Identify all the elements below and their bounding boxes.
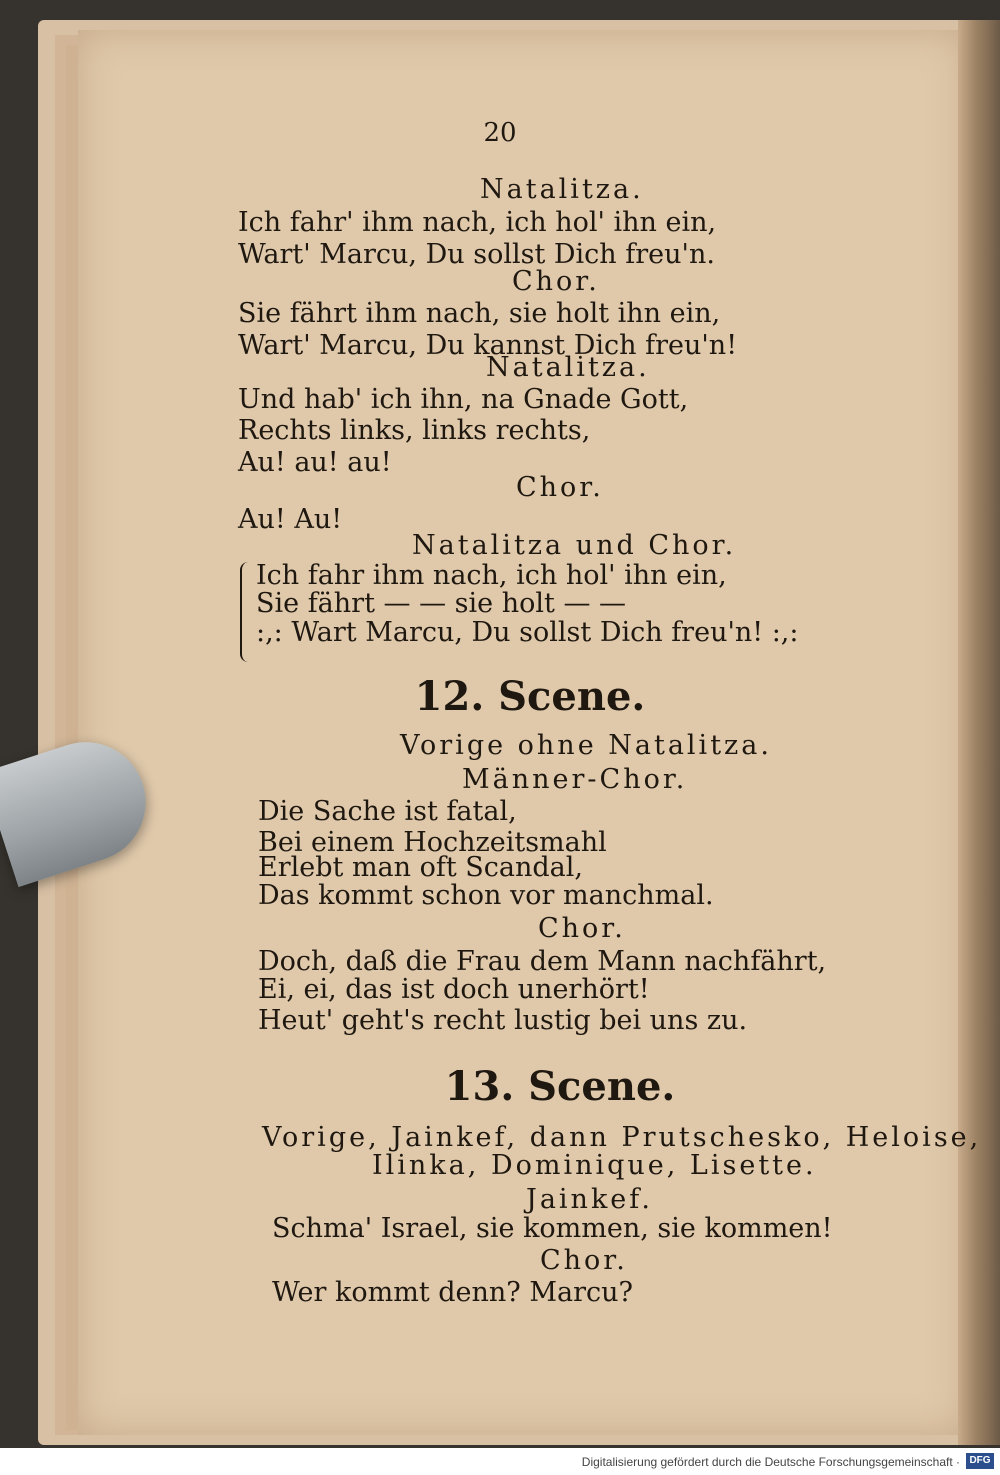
verse-line: Schma' Israel, sie kommen, sie kommen!: [272, 1213, 833, 1244]
page-number: 20: [483, 118, 517, 148]
speaker-heading: Natalitza.: [480, 174, 644, 205]
verse-line: Heut' geht's recht lustig bei uns zu.: [258, 1005, 748, 1036]
verse-line: Ich fahr' ihm nach, ich hol' ihn ein,: [238, 207, 717, 238]
speaker-heading: Chor.: [516, 472, 604, 503]
verse-brace: [240, 562, 252, 662]
verse-line: Bei einem Hochzeitsmahl: [258, 827, 607, 858]
speaker-heading: Jainkef.: [526, 1184, 653, 1215]
verse-line: Sie fährt ihm nach, sie holt ihn ein,: [238, 298, 721, 329]
verse-line: Rechts links, links rechts,: [238, 415, 591, 446]
speaker-heading: Chor.: [512, 266, 600, 297]
scene-heading: 12. Scene.: [414, 673, 646, 720]
stage-direction: Ilinka, Dominique, Lisette.: [372, 1150, 817, 1181]
verse-line: Wart' Marcu, Du kannst Dich freu'n!: [238, 330, 738, 361]
verse-line: Und hab' ich ihn, na Gnade Gott,: [238, 384, 689, 415]
stage-direction: Vorige ohne Natalitza.: [400, 730, 772, 761]
speaker-heading: Chor.: [540, 1245, 628, 1276]
dfg-logo-icon: DFG: [966, 1453, 994, 1469]
verse-line: Die Sache ist fatal,: [258, 796, 517, 827]
verse-line: Das kommt schon vor manchmal.: [258, 880, 714, 911]
verse-line: Erlebt man oft Scandal,: [258, 852, 584, 883]
verse-line: Wer kommt denn? Marcu?: [272, 1277, 634, 1308]
verse-line: Ich fahr ihm nach, ich hol' ihn ein,: [256, 560, 727, 591]
verse-line: Sie fährt — — sie holt — —: [256, 588, 627, 619]
speaker-heading: Chor.: [538, 913, 626, 944]
verse-line: Doch, daß die Frau dem Mann nachfährt,: [258, 946, 827, 977]
speaker-heading: Männer-Chor.: [462, 764, 688, 795]
verse-line: Ei, ei, das ist doch unerhört!: [258, 974, 650, 1005]
verse-line: :,: Wart Marcu, Du sollst Dich freu'n! :,:: [256, 617, 799, 648]
scene-heading: 13. Scene.: [444, 1063, 676, 1110]
speaker-heading: Natalitza.: [486, 352, 650, 383]
speaker-heading: Natalitza und Chor.: [412, 530, 737, 561]
verse-line: Wart' Marcu, Du sollst Dich freu'n.: [238, 239, 715, 270]
verse-line: Au! Au!: [238, 504, 343, 535]
footer-credit: Digitalisierung gefördert durch die Deutsche Forschungsgemeinschaft ·: [581, 1455, 960, 1469]
stage-direction: Vorige, Jainkef, dann Prutschesko, Heloise,: [262, 1122, 982, 1153]
verse-line: Au! au! au!: [238, 447, 392, 478]
